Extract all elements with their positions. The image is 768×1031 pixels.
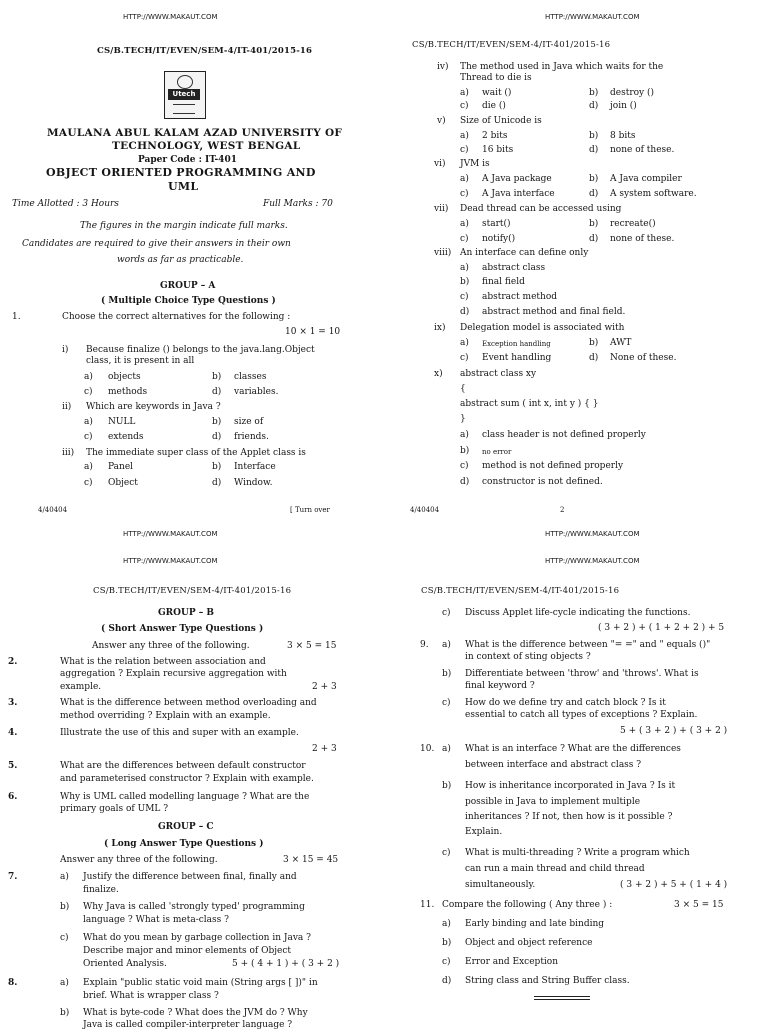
question-text: final keyword ?	[465, 681, 535, 691]
mcq-option-label: b)	[589, 174, 599, 184]
mcq-option-label: a)	[460, 430, 469, 440]
mcq-option: objects	[108, 372, 141, 382]
code-line: abstract sum ( int x, int y ) { }	[460, 399, 599, 409]
mcq-option: classes	[234, 372, 267, 382]
mcq-option: none of these.	[610, 234, 675, 244]
question-number: 1.	[12, 312, 21, 322]
mcq-number: viii)	[434, 248, 452, 258]
mcq-question: class, it is present in all	[86, 356, 195, 366]
question-marks: 10 × 1 = 10	[285, 327, 341, 337]
list-item-label: b)	[442, 938, 452, 948]
mcq-option: final field	[482, 277, 525, 287]
question-text: Discuss Applet life-cycle indicating the functions.	[465, 608, 691, 618]
mcq-option: friends.	[234, 432, 269, 442]
mcq-option: recreate()	[610, 219, 656, 229]
mcq-option: constructor is not defined.	[482, 477, 603, 487]
list-item: Error and Exception	[465, 957, 559, 967]
mcq-number: ix)	[434, 323, 446, 333]
group-a-subtitle: ( Multiple Choice Type Questions )	[101, 296, 276, 306]
question-number: 9.	[420, 640, 429, 650]
mcq-number: iv)	[437, 62, 449, 72]
site-url[interactable]: HTTP://WWW.MAKAUT.COM	[123, 13, 218, 21]
question-text: Justify the difference between final, finally and	[83, 872, 297, 882]
mcq-option: extends	[108, 432, 144, 442]
turn-over: [ Turn over	[290, 506, 330, 514]
mcq-option-label: a)	[460, 131, 469, 141]
mcq-option: size of	[234, 417, 264, 427]
logo-emblem-icon	[177, 75, 193, 89]
instruction-line-1: The figures in the margin indicate full marks.	[80, 221, 288, 231]
logo-text: Utech	[168, 89, 200, 100]
question-marks: 2 + 3	[312, 682, 337, 692]
time-allotted: Time Allotted : 3 Hours	[12, 199, 119, 209]
mcq-option-label: c)	[460, 234, 469, 244]
mcq-option-label: d)	[589, 353, 599, 363]
sub-question-label: c)	[60, 933, 69, 943]
exam-code: CS/B.TECH/IT/EVEN/SEM-4/IT-401/2015-16	[97, 46, 313, 56]
mcq-option: Panel	[108, 462, 134, 472]
mcq-option: Object	[108, 478, 138, 488]
mcq-option-label: d)	[212, 387, 222, 397]
question-text: can run a main thread and child thread	[465, 864, 645, 874]
question-text: Illustrate the use of this and super with an example.	[60, 728, 299, 738]
sub-question-label: a)	[60, 978, 69, 988]
exam-page-4	[384, 512, 768, 1024]
mcq-number: vii)	[434, 204, 449, 214]
question-text: Explain.	[465, 827, 503, 837]
mcq-question: Thread to die is	[460, 73, 532, 83]
mcq-number: ii)	[62, 402, 72, 412]
paper-code: Paper Code : IT-401	[138, 155, 237, 165]
mcq-number: iii)	[62, 448, 75, 458]
mcq-question: Size of Unicode is	[460, 116, 542, 126]
mcq-question: Delegation model is associated with	[460, 323, 625, 333]
question-text: inheritances ? If not, then how is it possible ?	[465, 812, 673, 822]
sub-question-label: b)	[60, 902, 70, 912]
question-text: Java is called compiler-interpreter language ?	[83, 1020, 293, 1030]
group-b-instruction: Answer any three of the following.	[92, 641, 250, 651]
question-text: What is byte-code ? What does the JVM do ? Why	[83, 1008, 308, 1018]
mcq-option: wait ()	[482, 88, 512, 98]
exam-page-1	[0, 0, 384, 512]
question-marks: 5 + ( 4 + 1 ) + ( 3 + 2 )	[232, 959, 340, 969]
mcq-option-label: d)	[589, 189, 599, 199]
sub-question-label: c)	[442, 608, 451, 618]
mcq-option-label: d)	[589, 234, 599, 244]
mcq-option: methods	[108, 387, 148, 397]
group-c-subtitle: ( Long Answer Type Questions )	[104, 839, 264, 849]
question-number: 2.	[8, 657, 18, 667]
logo-base	[173, 104, 195, 114]
exam-page-2	[384, 0, 768, 512]
code-line: }	[460, 414, 466, 424]
question-number: 7.	[8, 872, 18, 882]
sub-question-label: a)	[442, 640, 451, 650]
question-text: What are the differences between default constructor	[60, 761, 306, 771]
mcq-option: A Java package	[482, 174, 552, 184]
mcq-option: Event handling	[482, 353, 552, 363]
mcq-option-label: b)	[460, 277, 470, 287]
question-text: What is the relation between association and	[60, 657, 266, 667]
question-text: What is the difference between method overloading and	[60, 698, 317, 708]
exam-code: CS/B.TECH/IT/EVEN/SEM-4/IT-401/2015-16	[93, 586, 292, 596]
mcq-option-label: c)	[84, 387, 93, 397]
mcq-number: vi)	[434, 159, 446, 169]
mcq-number: x)	[434, 369, 443, 379]
mcq-option-label: b)	[212, 462, 222, 472]
question-marks: ( 3 + 2 ) + 5 + ( 1 + 4 )	[620, 880, 728, 890]
group-b-subtitle: ( Short Answer Type Questions )	[101, 624, 264, 634]
question-number: 10.	[420, 744, 435, 754]
page-footer-code: 4/40404	[410, 506, 440, 514]
mcq-option-label: d)	[212, 478, 222, 488]
mcq-option-label: c)	[460, 461, 469, 471]
mcq-option-label: a)	[460, 174, 469, 184]
mcq-option-label: a)	[460, 88, 469, 98]
list-item-label: c)	[442, 957, 451, 967]
question-text: How is inheritance incorporated in Java ? Is it	[465, 781, 676, 791]
list-item-label: d)	[442, 976, 452, 986]
mcq-option: 8 bits	[610, 131, 636, 141]
mcq-question: Because finalize () belongs to the java.lang.Object	[86, 345, 315, 355]
question-marks: 3 × 5 = 15	[674, 900, 724, 910]
sub-question-label: a)	[442, 744, 451, 754]
question-number: 5.	[8, 761, 18, 771]
mcq-option-label: c)	[460, 189, 469, 199]
question-text: method overriding ? Explain with an example.	[60, 711, 271, 721]
question-text: language ? What is meta-class ?	[83, 915, 229, 925]
question-text: possible in Java to implement multiple	[465, 797, 641, 807]
instruction-line-2: Candidates are required to give their answers in their own	[22, 239, 291, 249]
exam-page-3	[0, 512, 384, 1030]
end-rule	[534, 996, 590, 997]
group-c-title: GROUP – C	[158, 822, 214, 832]
mcq-option: method is not defined properly	[482, 461, 624, 471]
question-text: Why is UML called modelling language ? What are the	[60, 792, 310, 802]
mcq-option-label: b)	[589, 88, 599, 98]
question-marks: ( 3 + 2 ) + ( 1 + 2 + 2 ) + 5	[598, 623, 725, 633]
question-number: 8.	[8, 978, 18, 988]
mcq-question: An interface can define only	[460, 248, 589, 258]
mcq-question: The method used in Java which waits for the	[460, 62, 664, 72]
university-name-line-2: TECHNOLOGY, WEST BENGAL	[112, 140, 301, 152]
question-number: 6.	[8, 792, 18, 802]
mcq-option-label: d)	[460, 477, 470, 487]
mcq-option: None of these.	[610, 353, 677, 363]
group-b-title: GROUP – B	[158, 608, 214, 618]
question-text: Why Java is called 'strongly typed' programming	[83, 902, 305, 912]
question-text: in context of sting objects ?	[465, 652, 591, 662]
list-item: String class and String Buffer class.	[465, 976, 630, 986]
list-item: Early binding and late binding	[465, 919, 605, 929]
mcq-option-label: b)	[212, 372, 222, 382]
university-name-line-1: MAULANA ABUL KALAM AZAD UNIVERSITY OF	[47, 127, 343, 139]
question-text: Oriented Analysis.	[83, 959, 167, 969]
mcq-option: abstract method	[482, 292, 558, 302]
question-text: and parameterised constructor ? Explain with example.	[60, 774, 314, 784]
question-text: What is an interface ? What are the differences	[465, 744, 681, 754]
exam-code: CS/B.TECH/IT/EVEN/SEM-4/IT-401/2015-16	[412, 40, 611, 50]
exam-code: CS/B.TECH/IT/EVEN/SEM-4/IT-401/2015-16	[421, 586, 620, 596]
site-url[interactable]: HTTP://WWW.MAKAUT.COM	[123, 557, 218, 565]
sub-question-label: a)	[60, 872, 69, 882]
site-url[interactable]: HTTP://WWW.MAKAUT.COM	[545, 557, 640, 565]
mcq-number: i)	[62, 345, 69, 355]
sub-question-label: c)	[442, 848, 451, 858]
mcq-option-label: d)	[589, 101, 599, 111]
mcq-option: Window.	[234, 478, 273, 488]
mcq-option: A system software.	[610, 189, 697, 199]
question-text: Compare the following ( Any three ) :	[442, 900, 613, 910]
mcq-option: A Java interface	[482, 189, 555, 199]
mcq-option: none of these.	[610, 145, 675, 155]
mcq-option: AWT	[610, 338, 632, 348]
mcq-option: variables.	[234, 387, 279, 397]
mcq-question: JVM is	[460, 159, 490, 169]
mcq-option-label: a)	[84, 372, 93, 382]
mcq-option-label: b)	[460, 446, 470, 456]
mcq-option: A Java compiler	[610, 174, 682, 184]
group-c-marks: 3 × 15 = 45	[283, 855, 339, 865]
question-text: Choose the correct alternatives for the following :	[62, 312, 291, 322]
question-text: example.	[60, 682, 102, 692]
list-item-label: a)	[442, 919, 451, 929]
sub-question-label: c)	[442, 698, 451, 708]
question-text: Differentiate between 'throw' and 'throws'. What is	[465, 669, 699, 679]
list-item: Object and object reference	[465, 938, 593, 948]
mcq-option: 16 bits	[482, 145, 514, 155]
question-text: primary goals of UML ?	[60, 804, 169, 814]
mcq-option: abstract method and final field.	[482, 307, 626, 317]
mcq-option-label: c)	[460, 101, 469, 111]
mcq-question: Which are keywords in Java ?	[86, 402, 221, 412]
page-footer-code: 4/40404	[38, 506, 68, 514]
question-text: What is multi-threading ? Write a program which	[465, 848, 690, 858]
mcq-question: Dead thread can be accessed using	[460, 204, 622, 214]
mcq-option: abstract class	[482, 263, 546, 273]
question-text: How do we define try and catch block ? Is it	[465, 698, 666, 708]
mcq-option-label: a)	[84, 417, 93, 427]
mcq-option: 2 bits	[482, 131, 508, 141]
mcq-question: The immediate super class of the Applet class is	[86, 448, 306, 458]
full-marks: Full Marks : 70	[263, 199, 333, 209]
question-text: brief. What is wrapper class ?	[83, 991, 219, 1001]
mcq-option-label: c)	[84, 478, 93, 488]
mcq-option-label: a)	[460, 338, 469, 348]
code-line: {	[460, 384, 466, 394]
mcq-option: no error	[482, 448, 512, 456]
mcq-option-label: a)	[84, 462, 93, 472]
question-text: Describe major and minor elements of Object	[83, 946, 291, 956]
mcq-option: destroy ()	[610, 88, 655, 98]
mcq-option-label: b)	[589, 219, 599, 229]
question-text: essential to catch all types of exceptions ? Explain.	[465, 710, 698, 720]
question-number: 4.	[8, 728, 18, 738]
sub-question-label: b)	[442, 669, 452, 679]
site-url[interactable]: HTTP://WWW.MAKAUT.COM	[123, 530, 218, 538]
group-b-marks: 3 × 5 = 15	[287, 641, 337, 651]
mcq-option: NULL	[108, 417, 136, 427]
subject-title-line-1: OBJECT ORIENTED PROGRAMMING AND	[46, 166, 316, 179]
group-c-instruction: Answer any three of the following.	[60, 855, 218, 865]
mcq-option-label: b)	[212, 417, 222, 427]
sub-question-label: b)	[442, 781, 452, 791]
question-number: 11.	[420, 900, 435, 910]
mcq-option: Interface	[234, 462, 276, 472]
mcq-number: v)	[437, 116, 446, 126]
mcq-option-label: b)	[589, 131, 599, 141]
site-url[interactable]: HTTP://WWW.MAKAUT.COM	[545, 530, 640, 538]
question-text: What do you mean by garbage collection in Java ?	[83, 933, 311, 943]
question-text: Explain "public static void main (String args [ ])" in	[83, 978, 318, 988]
mcq-option: notify()	[482, 234, 516, 244]
mcq-option-label: c)	[460, 145, 469, 155]
sub-question-label: b)	[60, 1008, 70, 1018]
question-text: finalize.	[83, 885, 119, 895]
group-a-title: GROUP – A	[160, 281, 216, 291]
subject-title-line-2: UML	[168, 180, 199, 193]
mcq-option: class header is not defined properly	[482, 430, 646, 440]
page-number: 2	[560, 506, 565, 514]
mcq-question: abstract class xy	[460, 369, 537, 379]
mcq-option-label: c)	[84, 432, 93, 442]
question-marks: 5 + ( 3 + 2 ) + ( 3 + 2 )	[620, 726, 728, 736]
mcq-option: die ()	[482, 101, 506, 111]
site-url[interactable]: HTTP://WWW.MAKAUT.COM	[545, 13, 640, 21]
mcq-option-label: a)	[460, 263, 469, 273]
instruction-line-3: words as far as practicable.	[117, 255, 244, 265]
mcq-option-label: d)	[589, 145, 599, 155]
mcq-option-label: c)	[460, 292, 469, 302]
question-text: between interface and abstract class ?	[465, 760, 642, 770]
mcq-option-label: a)	[460, 219, 469, 229]
question-marks: 2 + 3	[312, 744, 337, 754]
mcq-option-label: d)	[460, 307, 470, 317]
question-text: aggregation ? Explain recursive aggregation with	[60, 669, 287, 679]
end-rule	[534, 999, 590, 1000]
mcq-option: Exception handling	[482, 340, 551, 348]
mcq-option: start()	[482, 219, 511, 229]
mcq-option-label: b)	[589, 338, 599, 348]
mcq-option-label: d)	[212, 432, 222, 442]
mcq-option: join ()	[610, 101, 637, 111]
university-logo	[164, 71, 206, 119]
question-text: What is the difference between "= =" and " equals ()"	[465, 640, 711, 650]
mcq-option-label: c)	[460, 353, 469, 363]
question-text: simultaneously.	[465, 880, 536, 890]
question-number: 3.	[8, 698, 18, 708]
